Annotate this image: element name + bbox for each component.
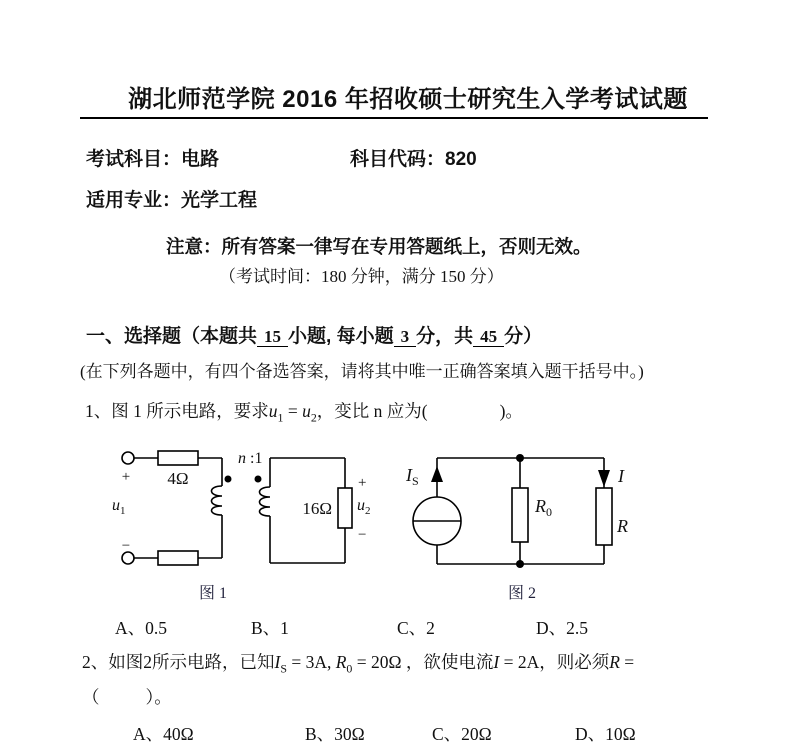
r0-box (512, 488, 528, 542)
q2-var-is-sub: S (280, 661, 287, 676)
polarity-dot-primary (225, 476, 232, 483)
resistor-16ohm-box (338, 488, 352, 528)
figure-1-circuit (95, 440, 385, 608)
blank-points: 3 (394, 327, 417, 347)
subject-label: 考试科目：电路 (86, 149, 220, 170)
resistor-bottom-box (158, 551, 198, 565)
q2-option-d: D、10Ω (575, 724, 636, 744)
question-1-text (85, 401, 523, 425)
subject-code-label: 科目代码：820 (350, 149, 477, 170)
q1-option-b: B、1 (251, 618, 289, 638)
q1-option-d: D、2.5 (536, 618, 589, 638)
q1-option-c: C、2 (397, 618, 435, 638)
figure-2-caption: 图 2 (508, 585, 537, 602)
q2-text-part: = 2A，则必须 (499, 652, 610, 672)
q1-var-u1: u (268, 401, 278, 421)
q1-option-a: A、0.5 (115, 618, 168, 638)
q2-text-part: 2、如图2所示电路，已知 (82, 652, 275, 672)
figure-1-caption: 图 1 (199, 585, 228, 602)
u2-label: $u_2$ (357, 497, 371, 517)
is-label: $I_S$ (406, 465, 419, 488)
input-terminal-top (122, 452, 134, 464)
polarity-dot-secondary (255, 476, 262, 483)
q1-text-part: 1、图 1 所示电路，要求 (85, 401, 269, 421)
q1-var-u2-sub: 2 (310, 410, 317, 425)
question-2-text (82, 652, 634, 676)
r0-label: $R_0$ (535, 496, 552, 519)
q2-var-i: I (493, 652, 500, 672)
plus-sign: + (358, 475, 367, 491)
figure-2-circuit (398, 443, 650, 608)
resistor-4ohm-box (158, 451, 198, 465)
notice-line: 注意：所有答案一律写在专用答题纸上，否则无效。 (166, 236, 592, 257)
r-label: R (617, 516, 628, 536)
u1-label: $u_1$ (112, 497, 126, 517)
minus-sign: − (358, 527, 367, 543)
question-2-blank-line (82, 687, 172, 708)
secondary-coil (260, 487, 271, 516)
title-underline (80, 117, 708, 119)
r-box (596, 488, 612, 545)
section-heading-part: 分，共 (416, 326, 474, 347)
current-arrow (598, 470, 610, 487)
plus-sign: + (121, 469, 131, 485)
q2-option-c: C、20Ω (432, 724, 492, 744)
q2-var-r0: R (335, 652, 347, 672)
section-heading-part: 分） (504, 326, 543, 347)
q2-var-r0-sub: 0 (346, 661, 353, 676)
q2-paren-open: （ (82, 687, 100, 707)
turns-ratio-label: n :1 (238, 450, 263, 467)
q2-var-is: I (274, 652, 281, 672)
q2-text-part: = 3A, (286, 652, 336, 672)
major-label: 适用专业：光学工程 (86, 190, 258, 211)
section-heading-part: 小题, 每小题 (288, 326, 394, 347)
i-label: I (618, 466, 624, 486)
q2-var-r: R (609, 652, 620, 672)
q1-text-part: ，变比 n 应为( (316, 401, 428, 421)
minus-sign: − (121, 538, 131, 554)
section-heading (86, 326, 542, 349)
page-title: 湖北师范学院 2016 年招收硕士研究生入学考试试题 (128, 86, 688, 113)
section-instruction: (在下列各题中，有四个备选答案，请将其中唯一正确答案填入题干括号中。) (80, 362, 644, 381)
q2-text-part: = 20Ω ，欲使电流 (352, 652, 494, 672)
primary-coil (212, 486, 223, 515)
q2-paren-close: ）。 (145, 687, 172, 707)
current-source-arrow (431, 466, 443, 482)
q1-text-part: )。 (499, 401, 523, 421)
blank-total: 45 (473, 327, 504, 347)
section-heading-part: 一、选择题（本题共 (86, 326, 258, 347)
q1-equals: = (283, 401, 303, 421)
q2-text-part: = (619, 652, 635, 672)
resistor-16ohm-label: 16Ω (302, 499, 332, 518)
blank-count: 15 (257, 327, 288, 347)
q1-var-u2: u (302, 401, 311, 421)
q1-var-u1-sub: 1 (277, 410, 284, 425)
q2-option-b: B、30Ω (305, 724, 365, 744)
resistor-4ohm-label: 4Ω (167, 469, 189, 488)
q2-option-a: A、40Ω (133, 724, 194, 744)
exam-time-line: （考试时间：180 分钟，满分 150 分） (219, 267, 504, 286)
